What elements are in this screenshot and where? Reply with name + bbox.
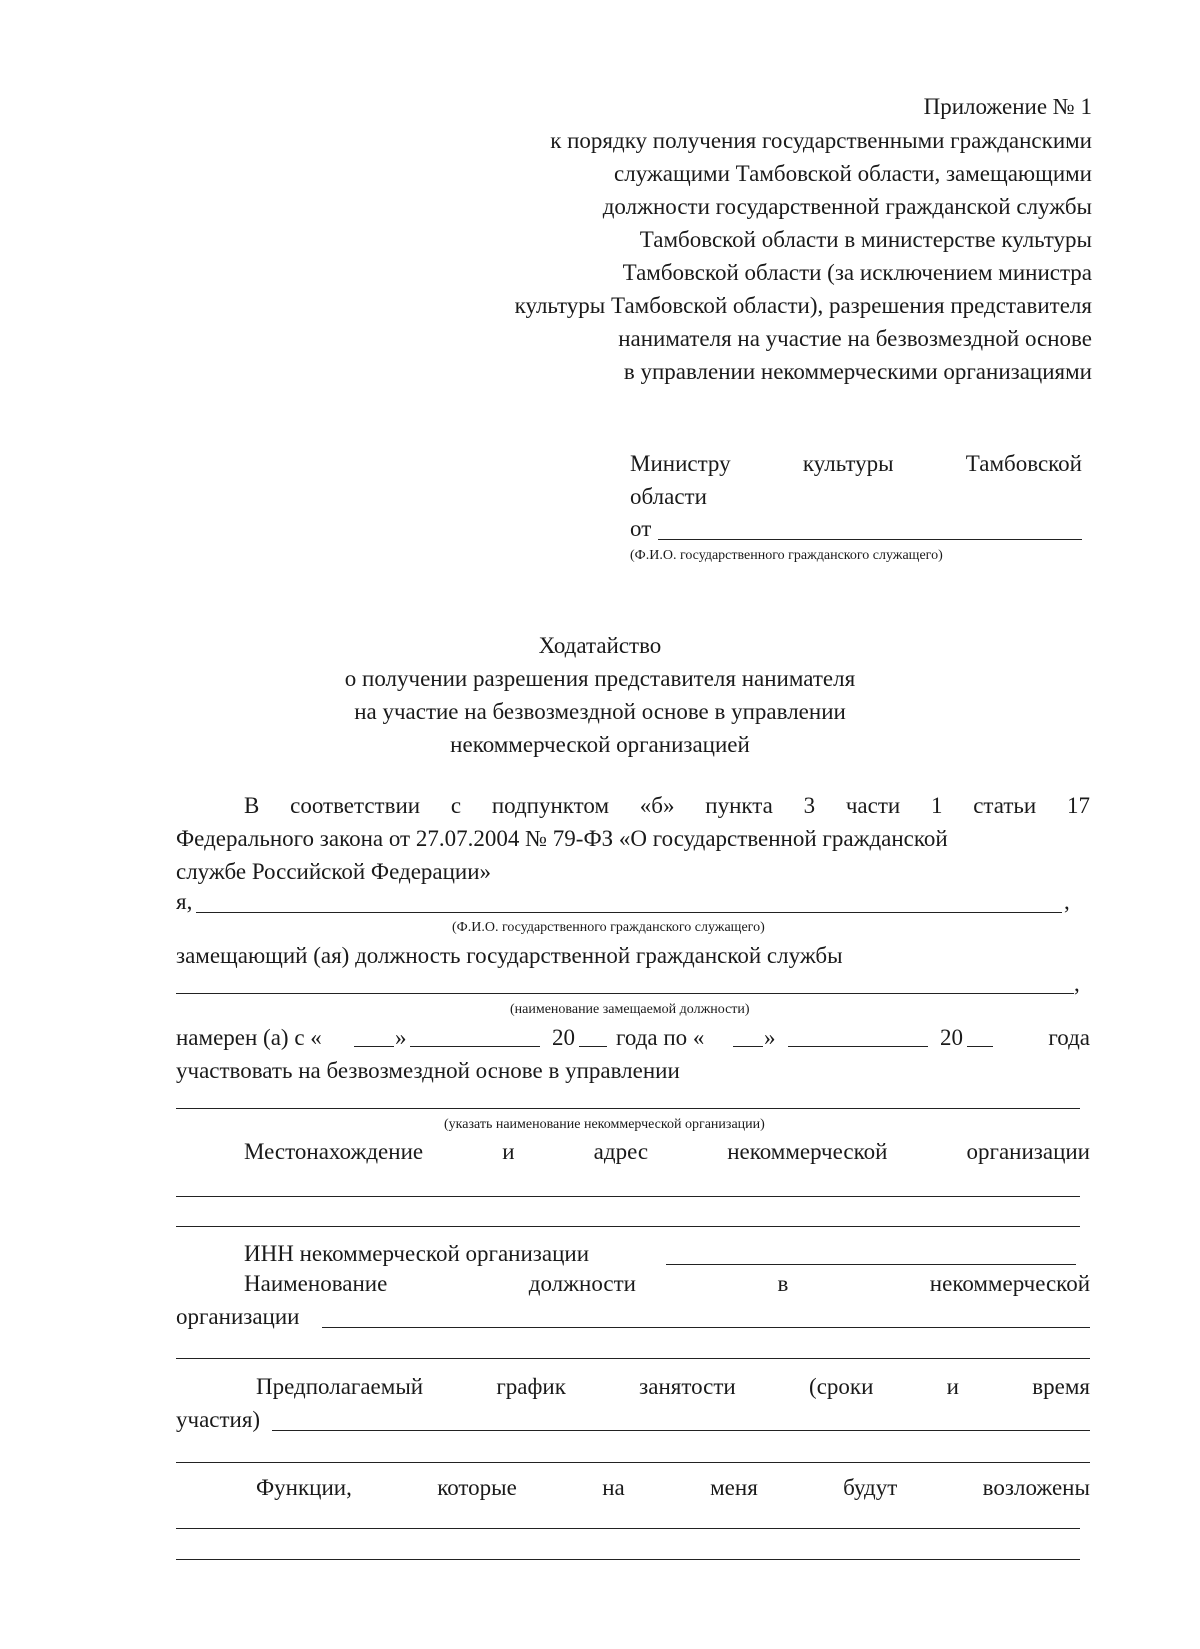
from-caption: (Ф.И.О. государственного гражданского служащего) [630, 548, 943, 563]
from-name-field[interactable] [658, 539, 1082, 540]
from-label: от [630, 516, 652, 541]
organization-caption: (указать наименование некоммерческой организации) [444, 1117, 765, 1132]
end-month-field[interactable] [788, 1046, 928, 1047]
functions-field[interactable] [176, 1528, 1080, 1529]
appendix-line: в управлении некоммерческими организациями [623, 359, 1092, 384]
position-text: замещающий (ая) должность государственной гражданской службы [176, 943, 843, 968]
comma: , [1064, 889, 1070, 914]
addressee-word: культуры [802, 451, 894, 476]
functions-line: Функции, которые на меня будут возложены [256, 1475, 1090, 1500]
end-day-field[interactable] [733, 1046, 763, 1047]
inn-field[interactable] [666, 1264, 1076, 1265]
start-year-field[interactable] [579, 1046, 607, 1047]
addressee-line [630, 450, 1082, 478]
appendix-line: должности государственной гражданской службы [602, 194, 1092, 219]
appendix-line: к порядку получения государственными гражданскими [550, 128, 1092, 153]
position-caption: (наименование замещаемой должности) [510, 1002, 750, 1017]
functions-field-2[interactable] [176, 1559, 1080, 1560]
paragraph-line: В соответствии с подпунктом «б» пункта 3 части 1 статьи 17 [244, 793, 1090, 818]
location-line: Местонахождение и адрес некоммерческой организации [244, 1139, 1090, 1164]
appendix-line: культуры Тамбовской области), разрешения представителя [514, 293, 1092, 318]
schedule-label: участия) [176, 1407, 261, 1432]
appendix-line: служащими Тамбовской области, замещающими [614, 161, 1092, 186]
appendix-line: Тамбовской области в министерстве культуры [639, 227, 1092, 252]
paragraph-line: Федерального закона от 27.07.2004 № 79-ФЗ «О государственной гражданской [176, 826, 948, 851]
schedule-line: Предполагаемый график занятости (сроки и время [256, 1374, 1090, 1399]
start-month-field[interactable] [410, 1046, 540, 1047]
appendix-line: нанимателя на участие на безвозмездной основе [618, 326, 1092, 351]
fio-caption: (Ф.И.О. государственного гражданского служащего) [452, 920, 765, 935]
schedule-field-2[interactable] [176, 1462, 1090, 1463]
schedule-field[interactable] [272, 1430, 1090, 1431]
document-subtitle: на участие на безвозмездной основе в управлении [354, 699, 846, 724]
appendix-line: Тамбовской области (за исключением министра [622, 260, 1092, 285]
document-title: Ходатайство [538, 633, 662, 658]
nko-position-label: организации [176, 1304, 300, 1329]
comma: , [1074, 971, 1080, 996]
nko-position-field[interactable] [322, 1327, 1090, 1328]
end-year-field[interactable] [967, 1046, 993, 1047]
organization-name-field[interactable] [176, 1108, 1080, 1109]
participate-text: участвовать на безвозмездной основе в управлении [176, 1058, 680, 1083]
position-field[interactable] [176, 993, 1074, 994]
inn-label: ИНН некоммерческой организации [244, 1241, 590, 1266]
nko-position-field-2[interactable] [176, 1358, 1090, 1359]
addressee-word: Министру [630, 451, 731, 476]
appendix-title: Приложение № 1 [923, 94, 1092, 119]
ya-label: я, [176, 889, 193, 914]
nko-position-line: Наименование должности в некоммерческой [244, 1271, 1090, 1296]
paragraph-line: службе Российской Федерации» [176, 859, 492, 884]
dates-line: намерен (а) с « » 20 года по « » 20 года [176, 1025, 1090, 1050]
start-day-field[interactable] [354, 1046, 394, 1047]
fio-field[interactable] [196, 912, 1062, 913]
document-subtitle: о получении разрешения представителя нанимателя [344, 666, 856, 691]
addressee-word: Тамбовской [965, 451, 1082, 476]
address-field-2[interactable] [176, 1226, 1080, 1227]
address-field[interactable] [176, 1196, 1080, 1197]
addressee-region: области [630, 484, 707, 509]
document-subtitle: некоммерческой организацией [450, 732, 750, 757]
